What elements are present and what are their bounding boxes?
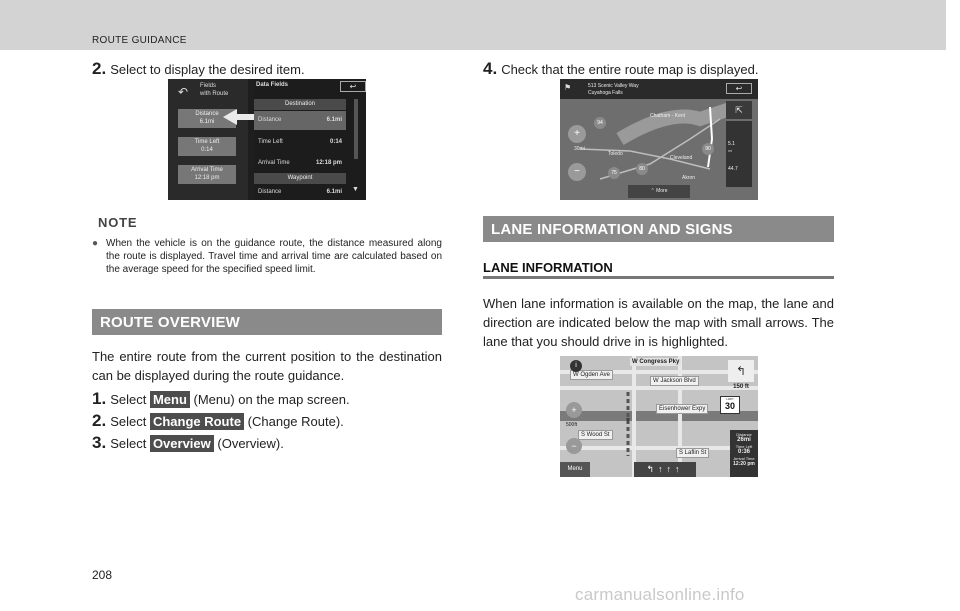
field-distance[interactable]: Distance 6.1mi: [178, 109, 236, 128]
data-fields-screenshot: [168, 79, 366, 200]
lane-arrow-icon: ↰: [646, 464, 659, 474]
note-label: NOTE: [98, 215, 138, 230]
right-gutter: [946, 0, 960, 611]
scale-label: 500ft: [566, 422, 578, 428]
watermark: carmanualsonline.info: [575, 585, 745, 604]
header-title: ROUTE GUIDANCE: [92, 35, 187, 46]
route-shield: 75: [608, 167, 620, 179]
left-arrow-icon: [223, 109, 255, 125]
trip-info-panel[interactable]: Distance 26mi Time Left 0:36 Arrival Time 12:20 pm: [730, 430, 758, 477]
note-text: ● When the vehicle is on the guidance route, the distance measured along the route is displayed. Travel time and arrival time are calculated based on the average speed for the specified speed limit.: [92, 238, 442, 275]
route-shield: 80: [636, 163, 648, 175]
street-label: W Jackson Blvd: [650, 376, 699, 386]
destination-header: Destination: [254, 99, 346, 110]
scrollbar[interactable]: [354, 99, 358, 159]
panel-title: Data Fields: [256, 82, 289, 88]
city-label: Akron: [682, 175, 696, 181]
menu-button[interactable]: Menu: [150, 391, 190, 408]
info-icon[interactable]: i: [570, 360, 582, 372]
row-arrival-time[interactable]: Arrival Time 12:18 pm: [258, 160, 342, 166]
zoom-out-icon[interactable]: −: [568, 163, 586, 181]
zoom-in-icon[interactable]: +: [568, 125, 586, 143]
step-2-change-route: 2. Select Change Route (Change Route).: [92, 411, 344, 430]
speed-limit-sign: LIMIT 30: [720, 396, 740, 414]
city-label: Toledo: [608, 151, 623, 157]
overview-button[interactable]: Overview: [150, 435, 214, 452]
turn-left-icon: ↰: [728, 360, 754, 382]
more-button[interactable]: ⌃ More: [628, 185, 690, 198]
return-icon[interactable]: ↩: [726, 83, 752, 94]
lane-arrow-icon: ↑: [666, 464, 676, 474]
city-label: Chatham - Kent: [650, 113, 686, 119]
zoom-in-icon[interactable]: +: [566, 402, 582, 418]
zoom-out-icon[interactable]: −: [566, 438, 582, 454]
row-waypoint-distance[interactable]: Distance 6.1mi: [258, 189, 342, 195]
scale-label: 30mi: [574, 146, 585, 152]
street-label: Eisenhower Expy: [656, 404, 708, 414]
destination-address: 513 Scenic Valley Way Cuyahoga Falls: [588, 83, 639, 96]
menu-button[interactable]: Menu: [560, 462, 590, 477]
lane-information-screenshot: [560, 356, 758, 477]
step-4-check-map: 4. Check that the entire route map is displayed.: [483, 59, 759, 78]
stat-unit: mi: [728, 148, 733, 153]
subheading-rule: [483, 276, 834, 279]
street-label: W Ogden Ave: [570, 370, 613, 380]
stat-value: 44.7: [728, 166, 738, 172]
route-shield: 94: [594, 117, 606, 129]
waypoint-header: Waypoint: [254, 173, 346, 184]
fields-panel: [168, 79, 248, 200]
bullet-icon: ●: [92, 238, 99, 249]
route-shield: 90: [702, 143, 714, 155]
page-number: 208: [92, 568, 113, 582]
section-lane-information-and-signs: LANE INFORMATION AND SIGNS: [483, 216, 834, 242]
change-route-button[interactable]: Change Route: [150, 413, 244, 430]
field-time-left[interactable]: Time Left 0:14: [178, 137, 236, 156]
subheading-lane-information: LANE INFORMATION: [483, 260, 613, 275]
step-2-select-item: 2. Select to display the desired item.: [92, 59, 305, 78]
route-toggle-icon[interactable]: ⇱: [726, 101, 752, 119]
back-arrow-icon[interactable]: ↶: [177, 85, 189, 99]
step-3-overview: 3. Select Overview (Overview).: [92, 433, 284, 452]
route-overview-intro: The entire route from the current position to the destination can be displayed during the route guidance.: [92, 349, 442, 383]
chevron-up-icon: ⌃: [650, 188, 655, 194]
street-label: S Laflin St: [676, 448, 709, 458]
return-icon[interactable]: ↩: [340, 81, 366, 92]
row-distance[interactable]: Distance 6.1mi: [254, 111, 346, 130]
stat-value: 5.1: [728, 141, 735, 147]
section-route-overview: ROUTE OVERVIEW: [92, 309, 442, 335]
street-label: S Wood St: [578, 430, 613, 440]
row-time-left[interactable]: Time Left 0:14: [258, 139, 342, 145]
next-turn-distance: 150 ft: [733, 384, 749, 390]
lane-information-paragraph: When lane information is available on the map, the lane and direction are indicated below the map with small arrows. The lane that you should drive in is highlighted.: [483, 296, 834, 349]
data-fields-panel: [254, 79, 366, 200]
fields-with-route-label: Fields with Route: [200, 83, 229, 97]
step-1-menu: 1. Select Menu (Menu) on the map screen.: [92, 389, 350, 408]
route-overview-screenshot: [560, 79, 758, 200]
city-label: Cleveland: [670, 155, 693, 161]
lane-arrows: [634, 462, 696, 477]
flag-icon: ⚑: [564, 83, 572, 92]
scroll-down-icon[interactable]: ▼: [352, 186, 359, 193]
lane-arrow-icon: ↑: [658, 464, 667, 474]
lane-arrow-icon: ↑: [675, 464, 684, 474]
street-label: W Congress Pky: [632, 359, 680, 365]
stats-panel: [726, 121, 752, 187]
field-arrival-time[interactable]: Arrival Time 12:18 pm: [178, 165, 236, 184]
